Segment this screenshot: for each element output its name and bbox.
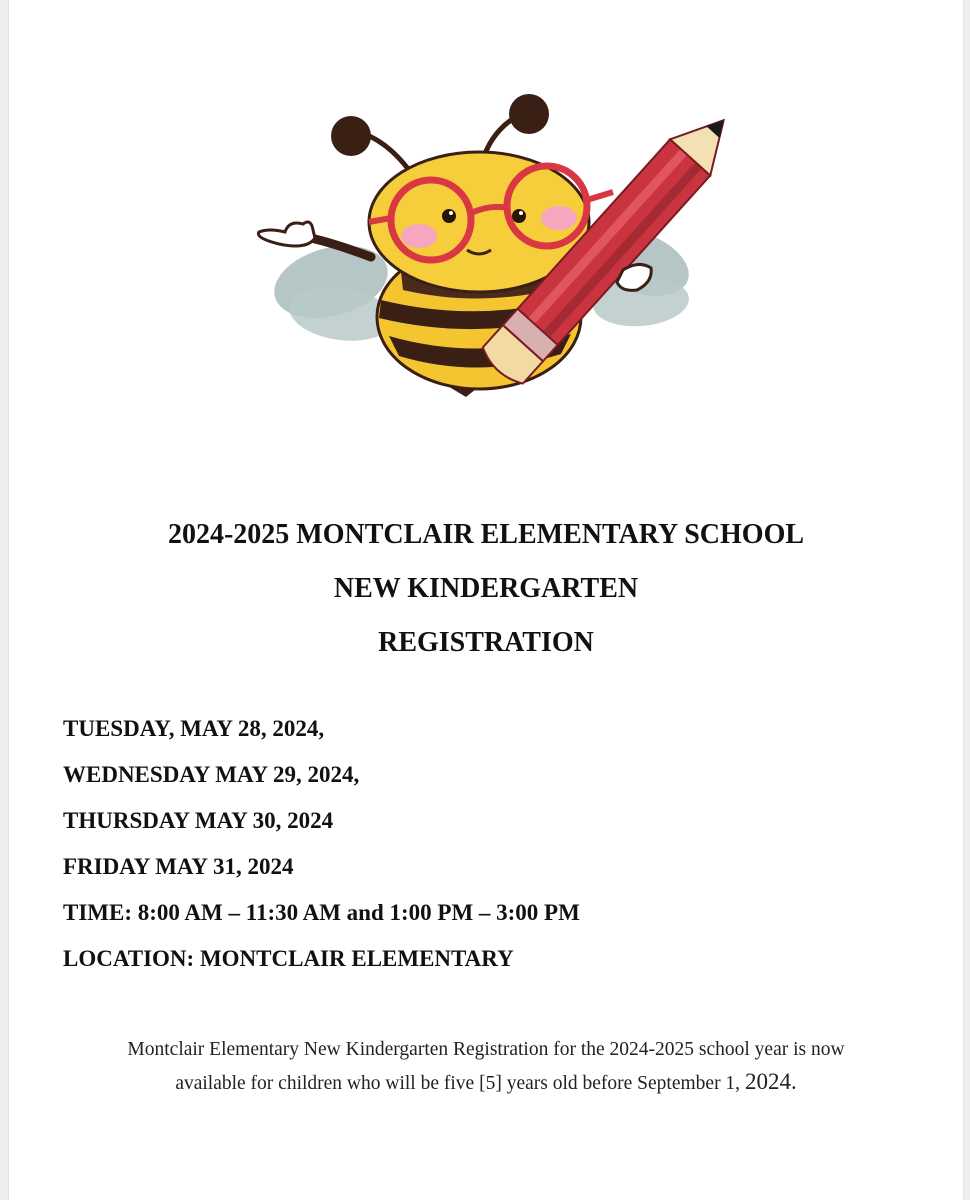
heading-program: NEW KINDERGARTEN — [333, 573, 639, 604]
location-info: LOCATION: MONTCLAIR ELEMENTARY — [63, 946, 514, 971]
description-line-2-text: available for children who will be five [5] years old before September 1, — [175, 1073, 741, 1094]
description-line-2 — [49, 1066, 923, 1100]
date-tuesday: TUESDAY, MAY 28, 2024, — [63, 716, 325, 741]
date-friday: FRIDAY MAY 31, 2024 — [63, 854, 294, 879]
time-info: TIME: 8:00 AM – 11:30 AM and 1:00 PM – 3:00 PM — [63, 900, 580, 925]
description-year: 2024. — [744, 1069, 797, 1094]
heading-school: 2024-2025 MONTCLAIR ELEMENTARY SCHOOL — [167, 519, 805, 550]
heading-registration: REGISTRATION — [378, 627, 594, 658]
date-thursday: THURSDAY MAY 30, 2024 — [63, 808, 334, 833]
description-line-1: Montclair Elementary New Kindergarten Registration for the 2024-2025 school year is now — [127, 1039, 845, 1060]
flyer-page — [8, 0, 964, 1200]
bee-with-pencil-icon — [241, 92, 751, 412]
heading-block — [9, 508, 963, 670]
schedule-details — [63, 706, 923, 982]
description-paragraph — [49, 1034, 923, 1100]
date-wednesday: WEDNESDAY MAY 29, 2024, — [63, 762, 360, 787]
